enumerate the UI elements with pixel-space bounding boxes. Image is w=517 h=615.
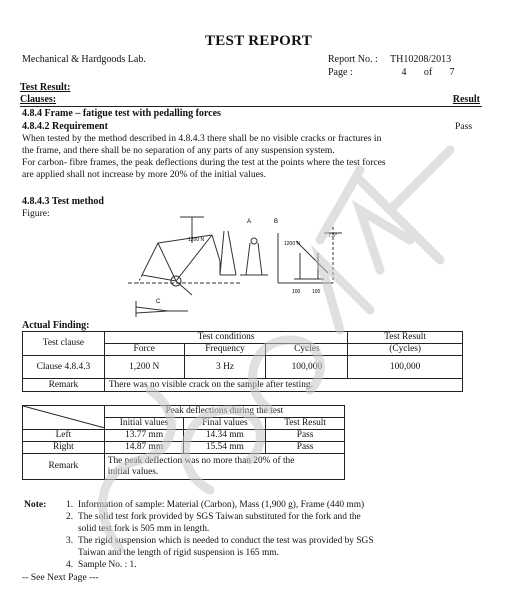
note-number: 2.: [66, 512, 74, 522]
result-column-label: Result: [452, 94, 480, 105]
cell-force: 1,200 N: [104, 356, 184, 379]
clauses-label: Clauses:: [20, 94, 57, 105]
cell-final: 14.34 mm: [184, 430, 266, 442]
fatigue-results-table: [22, 331, 463, 392]
report-number-value: TH10208/2013: [390, 54, 452, 65]
note-line: solid test fork is 505 mm in length.: [78, 524, 210, 534]
col-frequency: Frequency: [184, 344, 266, 356]
notes-list: [66, 499, 446, 571]
figure-label: Figure:: [22, 208, 50, 219]
page-of: of: [423, 67, 433, 78]
cell-initial: 14.87 mm: [104, 442, 184, 454]
page-current: 4: [401, 67, 407, 78]
diagonal-corner-cell: [23, 406, 105, 430]
cell-initial: 13.77 mm: [104, 430, 184, 442]
note-number: 3.: [66, 536, 74, 546]
front-view-drawing: [240, 238, 268, 275]
dim-label-2: 100: [312, 289, 321, 295]
dropout-detail-drawing: [136, 301, 188, 317]
col-test-result-2: (Cycles): [348, 344, 463, 356]
cell-result: Pass: [266, 430, 345, 442]
row-label: Right: [23, 442, 105, 454]
requirement-line: the frame, and there shall be no separation of any parts of any suspension system.: [22, 145, 335, 156]
actual-finding-heading: Actual Finding:: [22, 320, 90, 331]
note-item: [66, 511, 446, 535]
section-title: 4.8.4 Frame – fatigue test with pedalling forces: [22, 108, 221, 119]
remark-text: There was no visible crack on the sample after testing.: [104, 379, 462, 392]
cell-final: 15.54 mm: [184, 442, 266, 454]
page-indicator: [328, 67, 466, 78]
requirement-line: When tested by the method described in 4.8.4.3 there shall be no visible cracks or fractures in: [22, 133, 382, 144]
requirement-line: are applied shall not increase by more 20% of the initial values.: [22, 169, 267, 180]
note-line: The solid test fork provided by SGS Taiwan substituted for the fork and the: [78, 512, 361, 522]
report-title: TEST REPORT: [204, 33, 313, 49]
diagonal-line: [23, 406, 105, 428]
dim-label-1: 100: [292, 289, 301, 295]
col-initial: Initial values: [104, 418, 184, 430]
fork-side-drawing: [220, 231, 236, 275]
page-label: Page :: [328, 67, 353, 78]
note-number: 4.: [66, 560, 74, 570]
cell-result: Pass: [266, 442, 345, 454]
note-line: Taiwan and the length of rigid suspension is 165 mm.: [78, 548, 279, 558]
deflection-remark-line: The peak deflection was no more than 20% of the: [107, 455, 295, 466]
bike-frame-drawing: [128, 217, 240, 295]
header-divider: [20, 106, 482, 107]
page-total: 7: [449, 67, 455, 78]
deflection-table: [22, 405, 345, 480]
col-final: Final values: [184, 418, 266, 430]
see-next-page: -- See Next Page ---: [22, 572, 99, 583]
requirement-status: Pass: [455, 121, 473, 132]
deflection-remark-label: Remark: [23, 454, 105, 480]
lab-name: Mechanical & Hardgoods Lab.: [22, 54, 146, 65]
test-result-heading: Test Result:: [20, 82, 71, 93]
col-test-clause: Test clause: [23, 332, 105, 356]
method-title: 4.8.4.3 Test method: [22, 196, 104, 207]
deflection-remark-text: [104, 454, 344, 480]
note-label: Note:: [24, 499, 47, 510]
note-item: [66, 559, 446, 571]
report-number: [328, 54, 451, 65]
cell-clause: Clause 4.8.4.3: [23, 356, 105, 379]
peak-deflection-header: Peak deflections during the test: [104, 406, 344, 418]
col-test-conditions: Test conditions: [104, 332, 347, 344]
requirement-line: For carbon- fibre frames, the peak deflections during the test at the points where the test forces: [22, 157, 386, 168]
report-number-label: Report No. :: [328, 54, 378, 65]
col-force: Force: [104, 344, 184, 356]
col-cycles: Cycles: [266, 344, 348, 356]
requirement-title: 4.8.4.2 Requirement: [22, 121, 108, 132]
row-label: Left: [23, 430, 105, 442]
deflection-remark-line: initial values.: [107, 466, 159, 477]
label-a: A: [247, 219, 252, 225]
cell-result: 100,000: [348, 356, 463, 379]
col-test-result-1: Test Result: [348, 332, 463, 344]
note-line: The rigid suspension which is needed to conduct the test was provided by SGS: [78, 536, 374, 546]
note-line: Sample No. : 1.: [78, 560, 137, 570]
table-row: [23, 442, 345, 454]
force-label-2: 1200 N: [284, 241, 301, 247]
cell-cycles: 100,000: [266, 356, 348, 379]
table-row: [23, 430, 345, 442]
note-item: [66, 535, 446, 559]
label-c: C: [156, 299, 161, 305]
label-b: B: [274, 219, 279, 225]
requirement-text: [22, 133, 452, 181]
angle-label: 7.5°: [328, 233, 337, 239]
test-rig-figure: [128, 213, 360, 319]
note-number: 1.: [66, 500, 74, 510]
force-label-1: 1200 N: [188, 237, 205, 243]
note-line: Information of sample: Material (Carbon), Mass (1,900 g), Frame (440 mm): [78, 500, 365, 510]
cell-frequency: 3 Hz: [184, 356, 266, 379]
note-item: [66, 499, 446, 511]
col-deflection-result: Test Result: [266, 418, 345, 430]
remark-label: Remark: [23, 379, 105, 392]
